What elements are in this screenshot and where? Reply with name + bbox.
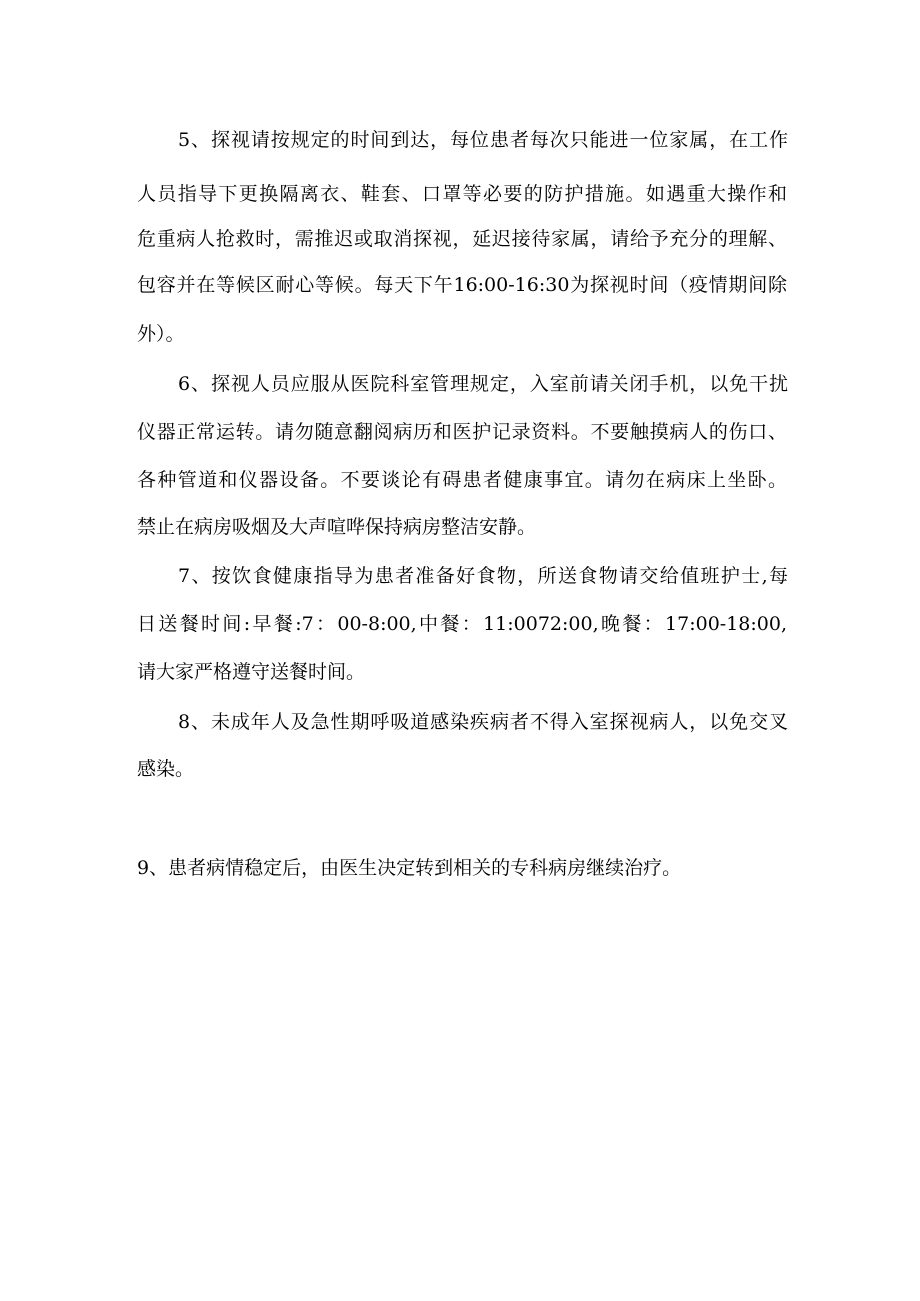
paragraph-line: 感染。 [137,758,195,780]
paragraph-line: 9、患者病情稳定后，由医生决定转到相关的专科病房继续治疗。 [137,857,682,879]
paragraph-line: 人员指导下更换隔离衣、鞋套、口罩等必要的防护措施。如遇重大操作和 [137,183,787,205]
paragraph-line: 禁止在病房吸烟及大声喧哗保持病房整洁安静。 [137,516,537,538]
paragraph-line: 外）。 [137,323,185,345]
paragraph-line: 8、未成年人及急性期呼吸道感染疾病者不得入室探视病人，以免交叉 [178,711,788,733]
paragraph-line: 各种管道和仪器设备。不要谈论有碍患者健康事宜。请勿在病床上坐卧。 [137,469,787,491]
paragraph-line: 6、探视人员应服从医院科室管理规定，入室前请关闭手机，以免干扰 [178,373,788,395]
paragraph-line: 包容并在等候区耐心等候。每天下午16:00-16:30为探视时间（疫情期间除 [137,274,787,296]
paragraph-line: 仪器正常运转。请勿随意翻阅病历和医护记录资料。不要触摸病人的伤口、 [137,421,787,443]
paragraph-line: 危重病人抢救时，需推迟或取消探视，延迟接待家属，请给予充分的理解、 [137,228,787,250]
paragraph-line: 7、按饮食健康指导为患者准备好食物，所送食物请交给值班护士,每 [178,565,788,587]
paragraph-line: 日送餐时间:早餐:7：00-8:00,中餐：11:0072:00,晚餐：17:00-18:00, [137,613,787,635]
paragraph-line: 请大家严格遵守送餐时间。 [137,661,366,683]
paragraph-line: 5、探视请按规定的时间到达，每位患者每次只能进一位家属，在工作 [178,129,788,151]
